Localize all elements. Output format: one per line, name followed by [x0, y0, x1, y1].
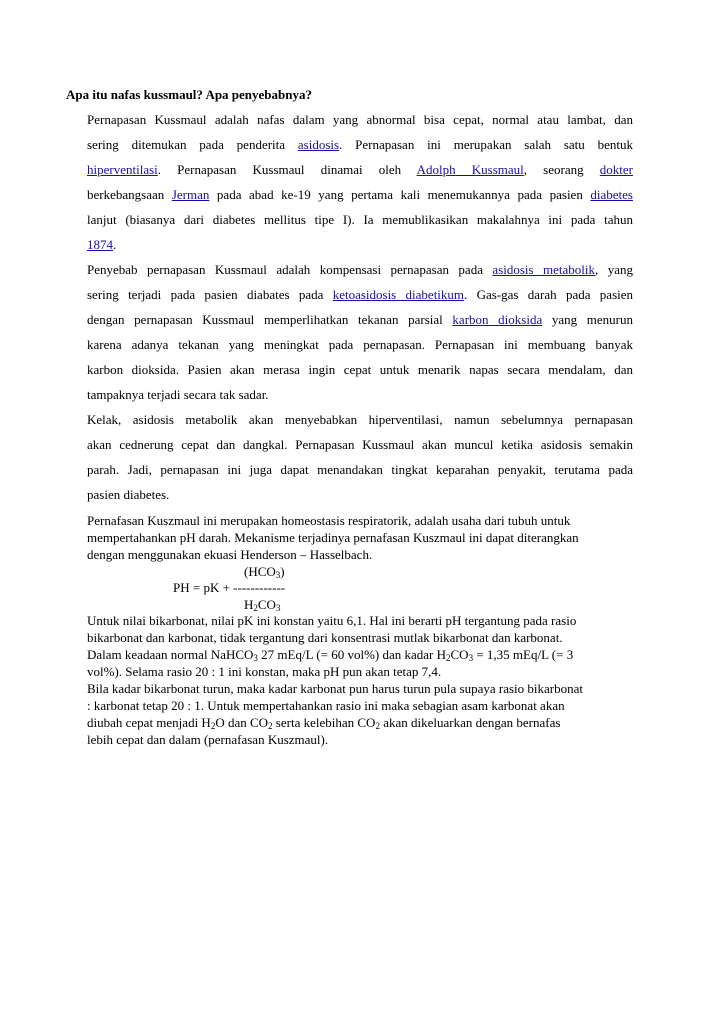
link-karbon-dioksida[interactable]: karbon dioksida: [452, 312, 543, 327]
formula-numerator: [244, 564, 285, 580]
p6-line-2: : karbonat tetap 20 : 1. Untuk mempertahankan rasio ini maka sebagian asam karbonat akan: [87, 698, 565, 713]
p6-line-4: lebih cepat dan dalam (pernafasan Kuszmaul).: [87, 732, 329, 747]
subscript: 2: [268, 721, 273, 731]
p2-line-1: [87, 262, 633, 278]
subscript: 2: [375, 721, 380, 731]
link-diabetes[interactable]: diabetes: [590, 187, 633, 202]
p3-line-2: akan cednerung cepat dan dangkal. Pernapasan Kussmaul akan muncul ketika asidosis semakin: [87, 437, 633, 452]
formula-text: H: [244, 597, 254, 612]
link-1874[interactable]: 1874: [87, 237, 113, 252]
p6-line-3: [87, 715, 633, 731]
p1-line-1: Pernapasan Kussmaul adalah nafas dalam yang abnormal bisa cepat, normal atau lambat, dan: [87, 112, 633, 127]
link-dokter[interactable]: dokter: [599, 162, 633, 177]
formula-subscript: 3: [275, 603, 281, 613]
formula-subscript: 2: [253, 603, 258, 613]
text-span: , seorang: [523, 162, 600, 177]
p2-line-6: tampaknya terjadi secara tak sadar.: [87, 387, 269, 402]
subscript: 2: [446, 653, 451, 663]
text-span: O dan CO: [215, 715, 269, 730]
link-asidosis-metabolik[interactable]: asidosis metabolik: [492, 262, 596, 277]
formula-text: ): [280, 564, 285, 579]
p3-line-1: Kelak, asidosis metabolik akan menyebabkan hiperventilasi, namun sebelumnya pernapasan: [87, 412, 633, 427]
subscript: 3: [468, 653, 474, 663]
text-span: dengan pernapasan Kussmaul memperlihatkan tekanan parsial: [87, 312, 453, 327]
p1-line-4: [87, 187, 633, 203]
link-asidosis[interactable]: asidosis: [297, 137, 340, 152]
p5-line-1: Untuk nilai bikarbonat, nilai pK ini konstan yaitu 6,1. Hal ini berarti pH tergantung pada rasio: [87, 613, 577, 628]
text-span: pada abad ke-19 yang pertama kali menemukannya pada pasien: [209, 187, 591, 202]
p3-line-3: parah. Jadi, pernapasan ini juga dapat menandakan tingkat keparahan penyakit, terutama pada: [87, 462, 633, 477]
page-title: Apa itu nafas kussmaul? Apa penyebabnya?: [66, 87, 312, 102]
p1-line-3: [87, 162, 633, 178]
text-span: .: [113, 237, 117, 252]
text-span: . Gas-gas darah pada pasien: [464, 287, 634, 302]
link-hiperventilasi[interactable]: hiperventilasi: [87, 162, 158, 177]
subscript: 2: [210, 721, 216, 731]
p6-line-1: Bila kadar bikarbonat turun, maka kadar karbonat pun harus turun pula supaya rasio bikarbonat: [87, 681, 584, 696]
subscript: 3: [253, 653, 258, 663]
p1-line-5: lanjut (biasanya dari diabetes mellitus tipe I). Ia memublikasikan makalahnya ini pada tahun: [87, 212, 633, 227]
p3-line-4: pasien diabetes.: [87, 487, 170, 502]
text-span: serta kelebihan CO: [272, 715, 376, 730]
p5-line-2: bikarbonat dan karbonat, tidak tergantung dari konsentrasi mutlak bikarbonat dan karbonat.: [87, 630, 563, 645]
formula-text: CO: [257, 597, 276, 612]
text-span: Penyebab pernapasan Kussmaul adalah kompensasi pernapasan pada: [87, 262, 493, 277]
p2-line-4: karena adanya tekanan yang meningkat pada pernapasan. Pernapasan ini membuang banyak: [87, 337, 633, 352]
link-ketoasidosis-diabetikum[interactable]: ketoasidosis diabetikum: [332, 287, 465, 302]
text-span: . Pernapasan Kussmaul dinamai oleh: [157, 162, 417, 177]
formula-subscript: 3: [275, 570, 281, 580]
p5-line-3: [87, 647, 633, 663]
text-span: , yang: [595, 262, 633, 277]
p1-line-6: [87, 237, 633, 253]
p1-line-2: [87, 137, 633, 153]
formula-denominator: [244, 597, 280, 613]
p2-line-3: [87, 312, 633, 328]
text-span: 27 mEq/L (= 60 vol%) dan kadar H: [257, 647, 447, 662]
text-span: CO: [450, 647, 469, 662]
text-span: Dalam keadaan normal NaHCO: [87, 647, 254, 662]
link-jerman[interactable]: Jerman: [171, 187, 210, 202]
text-span: = 1,35 mEq/L (= 3: [473, 647, 574, 662]
text-span: sering terjadi pada pasien diabates pada: [87, 287, 333, 302]
p4-line-3: dengan menggunakan ekuasi Henderson – Hasselbach.: [87, 547, 373, 562]
p4-line-2: mempertahankan pH darah. Mekanisme terjadinya pernafasan Kuszmaul ini dapat diterangkan: [87, 530, 579, 545]
text-span: berkebangsaan: [87, 187, 172, 202]
text-span: diubah cepat menjadi H: [87, 715, 211, 730]
text-span: akan dikeluarkan dengan bernafas: [379, 715, 561, 730]
p2-line-5: karbon dioksida. Pasien akan merasa ingin cepat untuk menarik napas secara mendalam, dan: [87, 362, 633, 377]
text-span: sering ditemukan pada penderita: [87, 137, 298, 152]
text-span: . Pernapasan ini merupakan salah satu bentuk: [339, 137, 633, 152]
text-span: yang menurun: [542, 312, 633, 327]
p5-line-4: vol%). Selama rasio 20 : 1 ini konstan, maka pH pun akan tetap 7,4.: [87, 664, 442, 679]
p4-line-1: Pernafasan Kuszmaul ini merupakan homeostasis respiratorik, adalah usaha dari tubuh untuk: [87, 513, 571, 528]
link-adolph-kussmaul[interactable]: Adolph Kussmaul: [416, 162, 524, 177]
p2-line-2: [87, 287, 633, 303]
formula-text: (HCO: [244, 564, 276, 579]
formula-left-side: PH = pK + ------------: [173, 580, 286, 595]
